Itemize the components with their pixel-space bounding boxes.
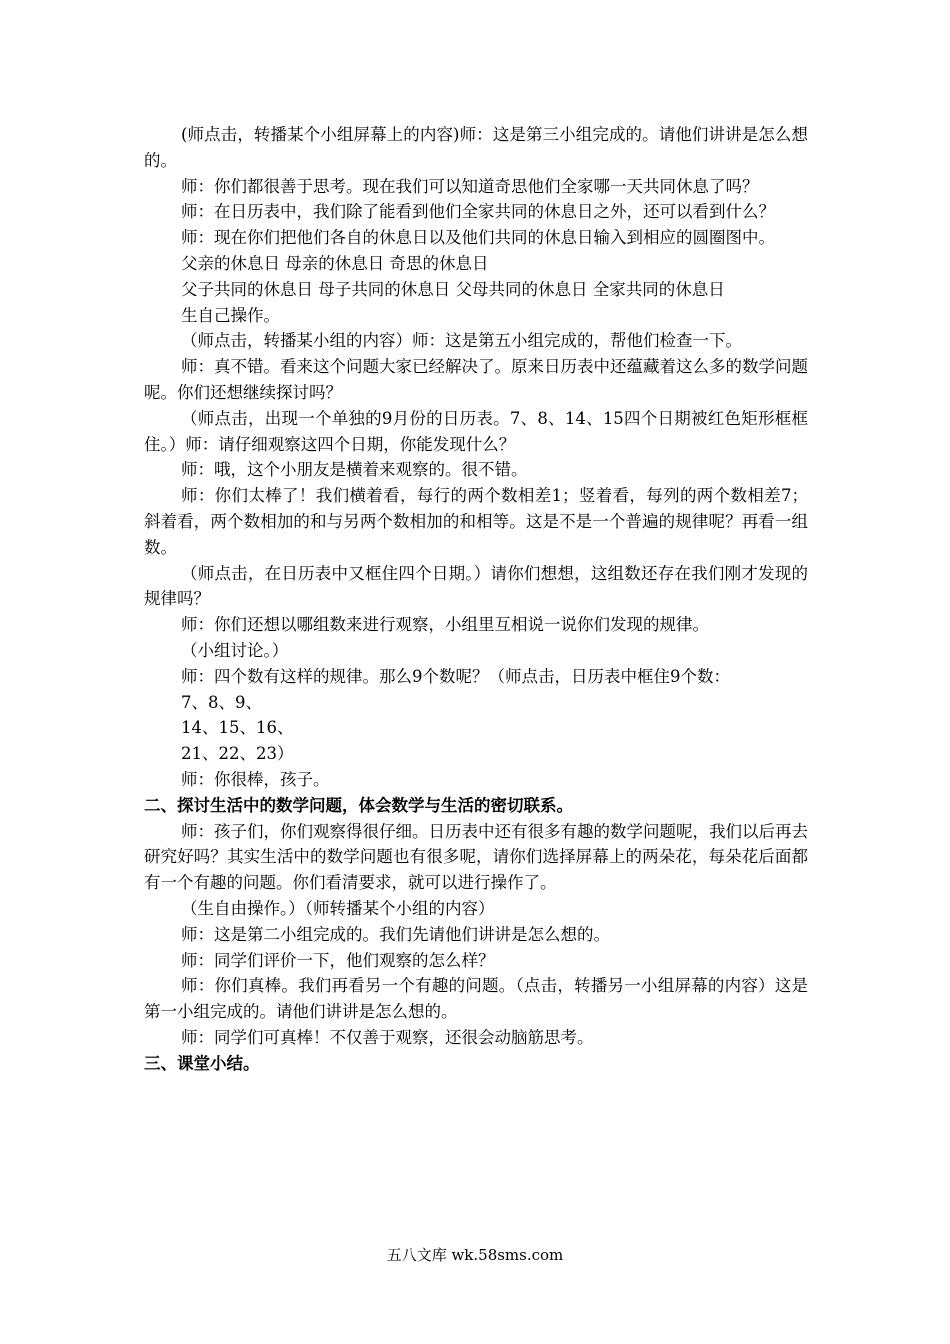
paragraph: （师点击，在日历表中又框住四个日期。）请你们想想，这组数还存在我们刚才发现的规律吗？ [144,563,808,609]
paragraph: 14、15、16、 [181,718,294,738]
paragraph: 师：你们太棒了！我们横着看，每行的两个数相差1；竖着看，每列的两个数相差7；斜着看，两个数相加的和与另两个数相加的和相等。这是不是一个普遍的规律呢？再看一组数。 [144,486,808,557]
paragraph: 师：这是第二小组完成的。我们先请他们讲讲是怎么想的。 [181,924,610,944]
paragraph: 父亲的休息日 母亲的休息日 奇思的休息日 [181,253,489,273]
section-heading: 三、课堂小结。 [144,1053,260,1073]
paragraph: 师：四个数有这样的规律。那么9个数呢？（师点击，日历表中框住9个数： [181,666,730,686]
page-footer: 五八文库 wk.58sms.com [386,1246,564,1264]
paragraph: 师：同学们评价一下，他们观察的怎么样？ [181,950,495,970]
document-body [144,122,808,1076]
paragraph: 师：孩子们，你们观察得很仔细。日历表中还有很多有趣的数学问题呢，我们以后再去研究好吗？其实生活中的数学问题也有很多呢，请你们选择屏幕上的两朵花，每朵花后面都有一个有趣的问题。你们看清要求，就可以进行操作了。 [144,821,808,893]
paragraph: 师：哦，这个小朋友是横着来观察的。很不错。 [181,460,528,480]
paragraph: 师：你们真棒。我们再看另一个有趣的问题。（点击，转播另一小组屏幕的内容）这是第一小组完成的。请他们讲讲是怎么想的。 [144,976,808,1022]
paragraph: 父子共同的休息日 母子共同的休息日 父母共同的休息日 全家共同的休息日 [181,279,725,299]
paragraph: 师：在日历表中，我们除了能看到他们全家共同的休息日之外，还可以看到什么？ [181,202,775,222]
paragraph: 师：同学们可真棒！不仅善于观察，还很会动脑筋思考。 [181,1027,594,1047]
paragraph: （小组讨论。） [181,640,289,660]
paragraph: （师点击，转播某小组的内容）师：这是第五小组完成的，帮他们检查一下。 [181,331,742,351]
paragraph: 师：你很棒，孩子。 [181,769,330,789]
paragraph: 生自己操作。 [181,305,280,325]
paragraph: 师：你们还想以哪组数来进行观察，小组里互相说一说你们发现的规律。 [181,615,709,635]
paragraph: 21、22、23） [181,744,294,764]
paragraph: 师：真不错。看来这个问题大家已经解决了。原来日历表中还蕴藏着这么多的数学问题呢。你们还想继续探讨吗？ [144,357,808,402]
paragraph: （师点击，出现一个单独的9月份的日历表。7、8、14、15四个日期被红色矩形框框住。）师：请仔细观察这四个日期，你能发现什么？ [144,408,808,454]
paragraph: （生自由操作。）（师转播某个小组的内容） [181,898,495,918]
paragraph: (师点击，转播某个小组屏幕上的内容)师：这是第三小组完成的。请他们讲讲是怎么想的。 [144,125,808,170]
paragraph: 师：你们都很善于思考。现在我们可以知道奇思他们全家哪一天共同休息了吗？ [181,176,759,196]
paragraph: 7、8、9、 [181,692,262,712]
section-heading: 二、探讨生活中的数学问题，体会数学与生活的密切联系。 [144,795,573,815]
paragraph: 师：现在你们把他们各自的休息日以及他们共同的休息日输入到相应的圆圈图中。 [181,228,775,248]
